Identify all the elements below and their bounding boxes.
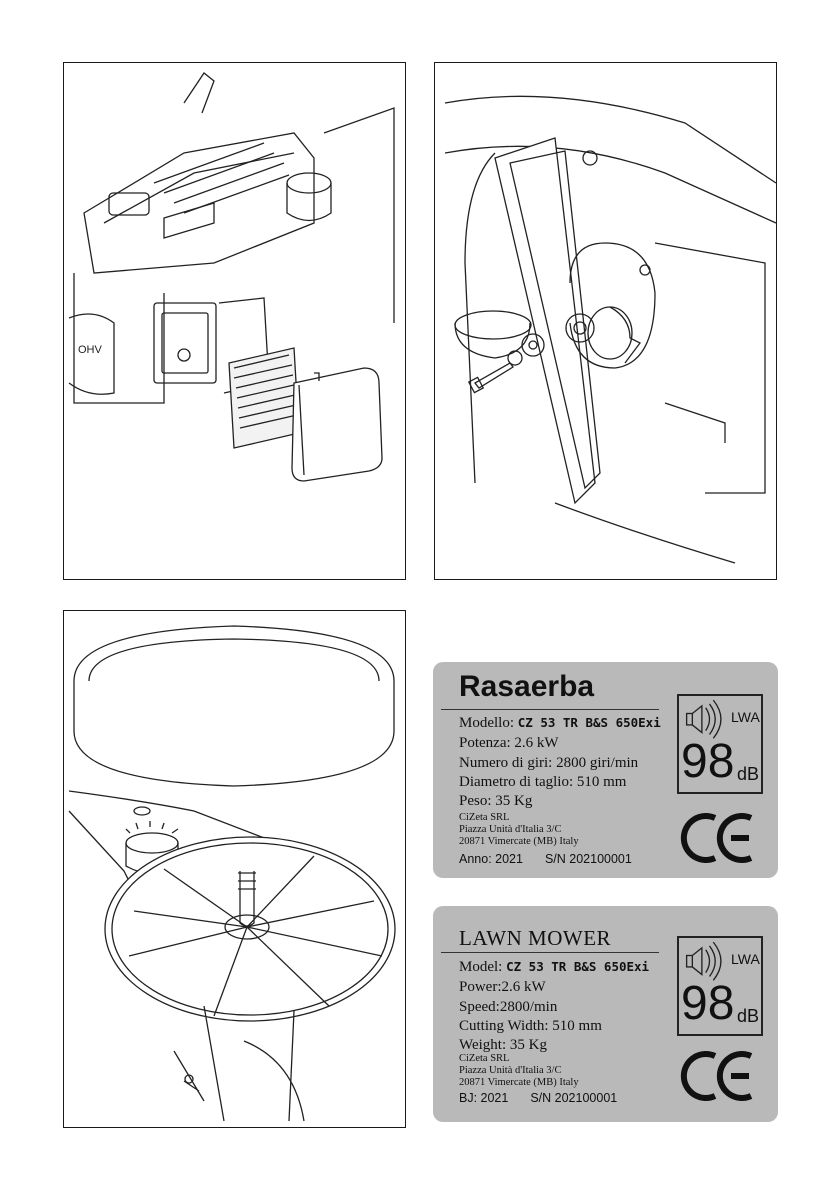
drive-gear-illustration <box>64 611 405 1127</box>
blade-mounting-illustration <box>435 63 776 579</box>
weight-field: Weight: 35 Kg <box>459 1037 547 1053</box>
noise-level-box <box>677 936 763 1036</box>
figure-engine-air-filter <box>63 62 406 580</box>
power-field: Power:2.6 kW <box>459 979 546 995</box>
noise-unit: dB <box>737 1006 760 1026</box>
year-serial <box>459 1091 639 1105</box>
ce-mark-icon <box>679 1046 761 1106</box>
company-name: CiZeta SRL <box>459 812 510 823</box>
model-label: Model: <box>459 959 503 975</box>
ce-mark-icon <box>679 808 761 868</box>
noise-symbol: LWA <box>731 709 760 725</box>
company-address-2: 20871 Vimercate (MB) Italy <box>459 836 579 847</box>
year-serial <box>459 852 654 866</box>
noise-symbol: LWA <box>731 951 760 967</box>
svg-text:OHV: OHV <box>78 344 102 356</box>
company-name: CiZeta SRL <box>459 1053 510 1064</box>
model-label: Modello: <box>459 715 514 731</box>
noise-unit: dB <box>737 764 760 784</box>
weight-field: Peso: 35 Kg <box>459 793 533 809</box>
noise-level-box <box>677 694 763 794</box>
cut-field: Diametro di taglio: 510 mm <box>459 774 627 790</box>
title-underline <box>441 709 659 710</box>
model-value: CZ 53 TR B&S 650Exi <box>517 715 661 730</box>
noise-value: 98 <box>681 735 735 788</box>
figure-blade-mounting <box>434 62 777 580</box>
company-address-1: Piazza Unità d'Italia 3/C <box>459 824 562 835</box>
rating-label-english <box>433 906 778 1122</box>
noise-value: 98 <box>681 977 735 1030</box>
rating-label-italian <box>433 662 778 878</box>
label-title: LAWN MOWER <box>459 926 612 950</box>
speed-field: Speed:2800/min <box>459 999 558 1015</box>
model-field <box>459 959 649 976</box>
power-field: Potenza: 2.6 kW <box>459 735 559 751</box>
ce-mark <box>679 808 761 868</box>
figure-drive-gear <box>63 610 406 1128</box>
title-underline <box>441 952 659 953</box>
company-address-1: Piazza Unità d'Italia 3/C <box>459 1065 562 1076</box>
label-title: Rasaerba <box>459 670 595 703</box>
speed-field: Numero di giri: 2800 giri/min <box>459 755 639 771</box>
year: BJ: 2021 <box>459 1091 509 1105</box>
serial-number: S/N 202100001 <box>530 1091 618 1105</box>
ce-mark <box>679 1046 761 1106</box>
model-field <box>459 715 661 732</box>
model-value: CZ 53 TR B&S 650Exi <box>506 959 650 974</box>
cut-field: Cutting Width: 510 mm <box>459 1018 602 1034</box>
serial-number: S/N 202100001 <box>544 852 632 866</box>
year: Anno: 2021 <box>459 852 523 866</box>
company-address-2: 20871 Vimercate (MB) Italy <box>459 1077 579 1088</box>
engine-air-filter-illustration <box>64 63 405 579</box>
